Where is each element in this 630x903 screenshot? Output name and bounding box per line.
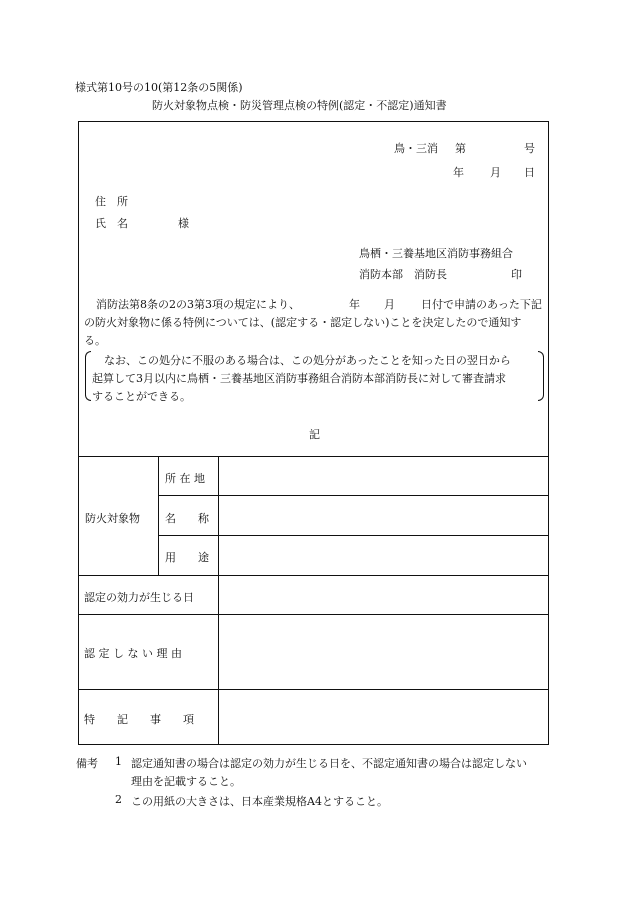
ref-go: 号 xyxy=(524,142,535,155)
appeal-line1: なお、この処分に不服のある場合は、この処分があったことを知った日の翌日から xyxy=(104,354,511,367)
label-notes: 特 記 事 項 xyxy=(84,713,194,726)
label-reason: 認 定 し な い 理 由 xyxy=(84,647,182,660)
remarks-item2-text: この用紙の大きさは、日本産業規格A4とすること。 xyxy=(131,795,388,808)
body-line3: る。 xyxy=(84,334,106,347)
issuer-org: 鳥栖・三養基地区消防事務組合 xyxy=(359,247,513,260)
table-top-line xyxy=(78,456,549,457)
seal-mark: 印 xyxy=(511,268,522,281)
row-line-1 xyxy=(158,495,549,496)
body-line2: の防火対象物に係る特例については、(認定する・認定しない)ことを決定したので通知す xyxy=(84,316,522,329)
body-year: 年 xyxy=(349,298,360,311)
row-line-2 xyxy=(158,535,549,536)
row-line-4 xyxy=(78,614,549,615)
ki-mark: 記 xyxy=(309,428,320,441)
date-day: 日 xyxy=(524,166,535,179)
address-label: 住 所 xyxy=(95,195,128,208)
body-month: 月 xyxy=(384,298,395,311)
honorific: 様 xyxy=(178,217,189,230)
remarks-item1-number: 1 xyxy=(115,755,122,768)
group-label-fire-target: 防火対象物 xyxy=(85,512,140,525)
appeal-line2: 起算して3月以内に鳥栖・三養基地区消防事務組合消防本部消防長に対して審査請求 xyxy=(92,372,506,385)
body-line1-end: 日付で申請のあった下記 xyxy=(421,298,542,311)
name-label: 氏 名 xyxy=(95,217,128,230)
col-line-group xyxy=(158,456,159,575)
label-name: 名 称 xyxy=(165,512,209,525)
ref-prefix: 鳥・三消 xyxy=(394,142,438,155)
date-year: 年 xyxy=(453,166,464,179)
row-line-3 xyxy=(78,575,549,576)
label-effective-date: 認定の効力が生じる日 xyxy=(84,591,194,604)
left-bracket xyxy=(85,351,91,401)
appeal-line3: することができる。 xyxy=(92,390,191,403)
right-bracket xyxy=(538,351,544,401)
date-month: 月 xyxy=(490,166,501,179)
ref-dai: 第 xyxy=(455,142,466,155)
remarks-item1-line2: 理由を記載すること。 xyxy=(131,775,241,788)
label-location: 所 在 地 xyxy=(165,472,205,485)
document-title: 防火対象物点検・防災管理点検の特例(認定・不認定)通知書 xyxy=(152,99,447,112)
body-line1: 消防法第8条の2の3第3項の規定により、 xyxy=(96,298,300,311)
remarks-item2-number: 2 xyxy=(115,793,122,806)
row-line-5 xyxy=(78,689,549,690)
form-number: 様式第10号の10(第12条の5関係) xyxy=(75,81,243,94)
col-line-value xyxy=(218,456,219,745)
label-use: 用 途 xyxy=(165,551,209,564)
remarks-label: 備考 xyxy=(76,757,98,770)
issuer-title: 消防本部 消防長 xyxy=(359,268,447,281)
remarks-item1-line1: 認定通知書の場合は認定の効力が生じる日を、不認定通知書の場合は認定しない xyxy=(131,757,527,770)
